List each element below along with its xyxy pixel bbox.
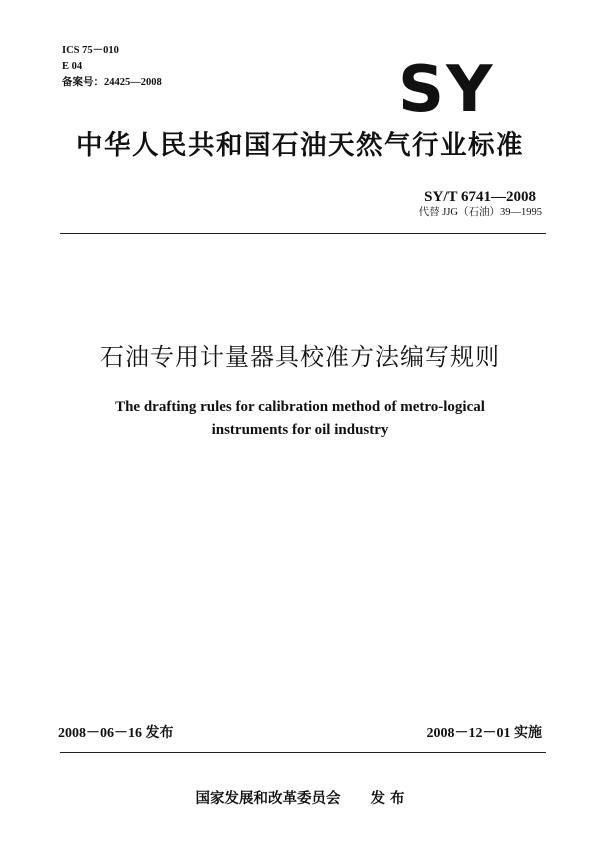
classification-code: E 04 xyxy=(62,61,83,72)
replaces-standard: 代替 JJG（石油）39—1995 xyxy=(418,207,542,218)
top-divider xyxy=(60,233,546,234)
implementation-date: 2008－12－01 实施 xyxy=(426,726,542,741)
issue-date: 2008－06－16 发布 xyxy=(58,726,174,741)
document-title-en xyxy=(0,396,600,442)
org-title: 中华人民共和国石油天然气行业标准 xyxy=(76,130,524,161)
publisher xyxy=(0,792,600,807)
title-en-line-1: The drafting rules for calibration method of metro-logical xyxy=(115,399,485,415)
record-number: 备案号：24425—2008 xyxy=(62,77,162,88)
document-title-cn: 石油专用计量器具校准方法编写规则 xyxy=(100,343,500,371)
publisher-name: 国家发展和改革委员会 xyxy=(195,791,341,807)
title-en-line-2: instruments for oil industry xyxy=(211,422,389,438)
standard-number: SY/T 6741—2008 xyxy=(424,189,536,205)
bottom-divider xyxy=(60,752,546,753)
sy-logo: SY xyxy=(398,53,495,127)
ics-code: ICS 75－010 xyxy=(62,45,119,56)
publisher-action: 发 布 xyxy=(370,791,405,807)
